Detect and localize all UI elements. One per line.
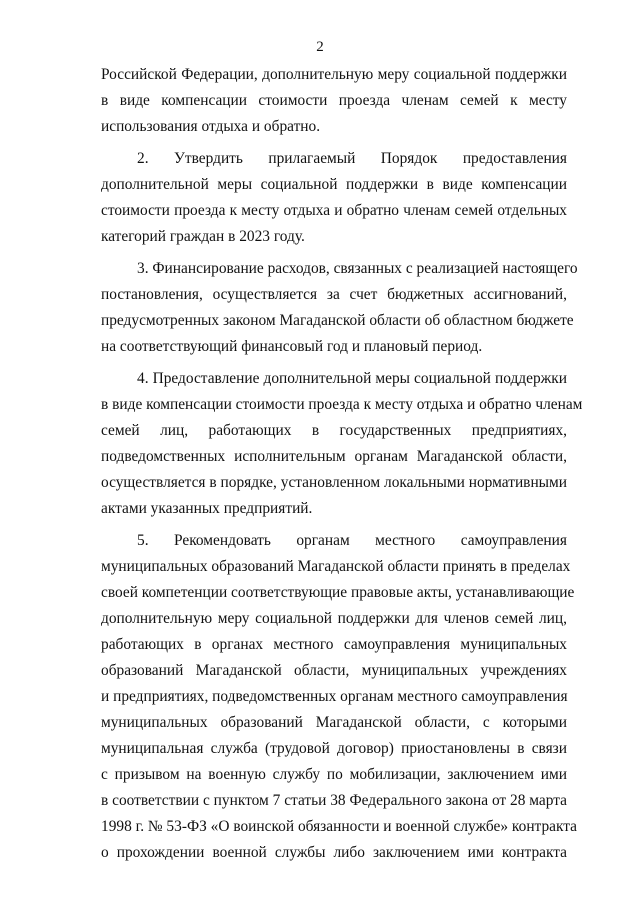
text-line: с призывом на военную службу по мобилизации, заключением ими — [101, 766, 567, 783]
paragraph-1 — [101, 62, 567, 140]
text-line: подведомственных исполнительным органам Магаданской области, — [101, 448, 567, 465]
text-line: стоимости проезда к месту отдыха и обратно членам семей отдельных — [101, 202, 567, 219]
text-line: 1998 г. № 53-ФЗ «О воинской обязанности и военной службе» контракта — [101, 818, 578, 835]
text-line: на соответствующий финансовый год и плановый период. — [101, 338, 483, 355]
text-line: постановления, осуществляется за счет бюджетных ассигнований, — [101, 286, 567, 303]
text-line: работающих в органах местного самоуправления муниципальных — [101, 636, 567, 653]
text-line: в виде компенсации стоимости проезда членам семей к месту — [101, 92, 567, 109]
text-line: использования отдыха и обратно. — [101, 118, 321, 135]
text-line: предусмотренных законом Магаданской области об областном бюджете — [101, 312, 574, 329]
paragraph-4 — [101, 366, 583, 522]
text-line: о прохождении военной службы либо заключением ими контракта — [101, 844, 567, 861]
text-line: муниципальных образований Магаданской области, с которыми — [101, 714, 567, 731]
text-line: Российской Федерации, дополнительную меру социальной поддержки — [101, 66, 567, 83]
paragraph-2 — [101, 146, 567, 250]
text-line: 5. Рекомендовать органам местного самоуправления — [137, 532, 567, 549]
text-line: 3. Финансирование расходов, связанных с реализацией настоящего — [137, 260, 578, 277]
text-line: дополнительную меру социальной поддержки для членов семей лиц, — [101, 610, 567, 627]
text-line: своей компетенции соответствующие правовые акты, устанавливающие — [101, 584, 575, 601]
text-line: осуществляется в порядке, установленном локальными нормативными — [101, 474, 567, 491]
text-line: семей лиц, работающих в государственных предприятиях, — [101, 422, 567, 439]
paragraph-3 — [101, 256, 578, 360]
text-line: и предприятиях, подведомственных органам местного самоуправления — [101, 688, 568, 705]
text-line: 2. Утвердить прилагаемый Порядок предоставления — [137, 150, 567, 167]
text-line: категорий граждан в 2023 году. — [101, 228, 305, 245]
document-body — [101, 62, 583, 872]
page-number: 2 — [316, 39, 324, 55]
text-line: актами указанных предприятий. — [101, 500, 313, 517]
text-line: в соответствии с пунктом 7 статьи 38 Федерального закона от 28 марта — [101, 792, 567, 809]
paragraph-5 — [101, 528, 578, 866]
text-line: образований Магаданской области, муниципальных учреждениях — [101, 662, 567, 679]
text-line: в виде компенсации стоимости проезда к месту отдыха и обратно членам — [101, 396, 583, 413]
text-line: 4. Предоставление дополнительной меры социальной поддержки — [137, 370, 567, 387]
text-line: муниципальная служба (трудовой договор) приостановлены в связи — [101, 740, 567, 757]
text-line: дополнительной меры социальной поддержки в виде компенсации — [101, 176, 567, 193]
text-line: муниципальных образований Магаданской области принять в пределах — [101, 558, 571, 575]
